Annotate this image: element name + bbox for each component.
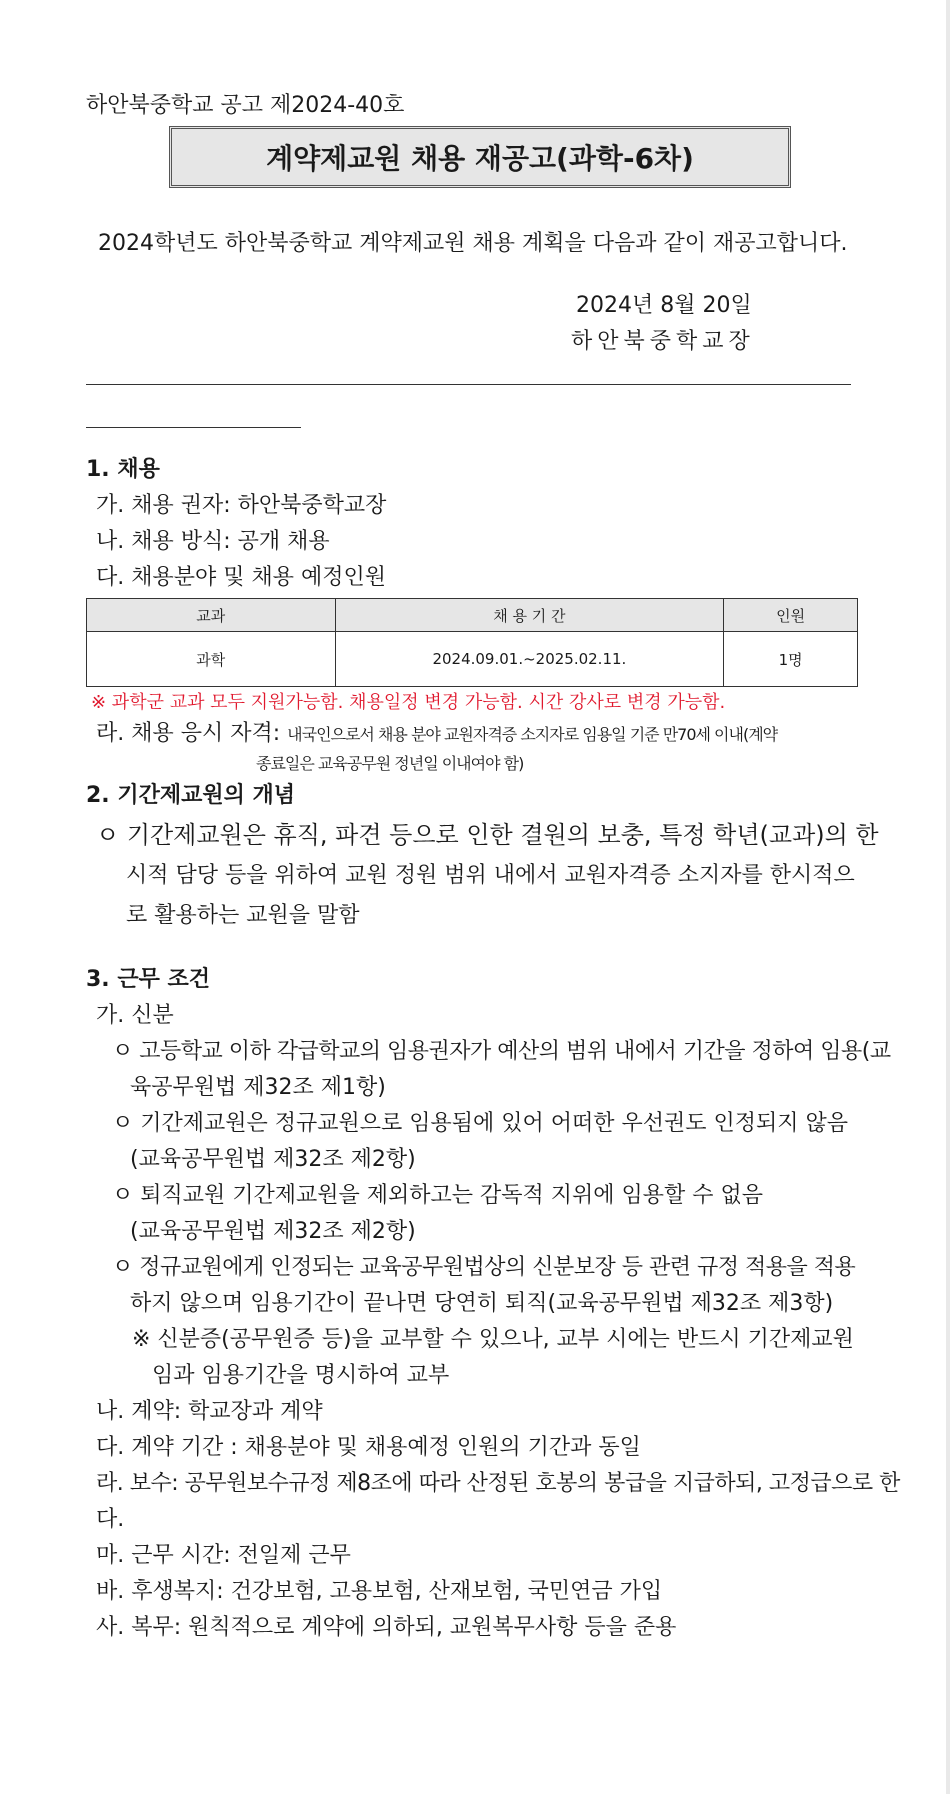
notice-document	[86, 88, 900, 1646]
status-bullet: ㅇ 퇴직교원 기간제교원을 제외하고는 감독적 지위에 임용할 수 없음	[112, 1183, 764, 1208]
status-bullet-continued: (교육공무원법 제32조 제2항)	[130, 1219, 416, 1244]
warning-note: ※ 과학군 교과 모두 지원가능함. 채용일정 변경 가능함. 시간 강사로 변경 가능함.	[91, 692, 726, 713]
recruitment-table	[86, 598, 858, 687]
status-bullet: ㅇ 정규교원에게 인정되는 교육공무원법상의 신분보장 등 관련 규정 적용을 적용	[112, 1255, 856, 1280]
concept-line: 시적 담당 등을 위하여 교원 정원 범위 내에서 교원자격증 소지자를 한시적으	[126, 863, 855, 888]
intro-text: 2024학년도 하안북중학교 계약제교원 채용 계획을 다음과 같이 재공고합니다.	[98, 231, 848, 256]
concept-line: 로 활용하는 교원을 말함	[126, 903, 360, 928]
id-card-note: ※ 신분증(공무원증 등)을 교부할 수 있으나, 교부 시에는 반드시 기간제교원	[132, 1327, 854, 1352]
section3-heading: 3. 근무 조건	[86, 967, 210, 992]
table-header: 인원	[724, 599, 858, 632]
table-header-row	[87, 599, 858, 632]
concept-paragraph	[86, 814, 879, 936]
work-hours-item: 마. 근무 시간: 전일제 근무	[96, 1543, 351, 1568]
hiring-field: 다. 채용분야 및 채용 예정인원	[96, 565, 386, 590]
table-header: 교과	[87, 599, 336, 632]
notice-title: 계약제교원 채용 재공고(과학-6차)	[169, 126, 791, 188]
status-bullet-continued: 하지 않으며 임용기간이 끝나면 당연히 퇴직(교육공무원법 제32조 제3항)	[130, 1291, 834, 1316]
qualification	[86, 719, 866, 750]
notice-number: 하안북중학교 공고 제2024-40호	[86, 93, 405, 118]
status-bullet-continued: (교육공무원법 제32조 제2항)	[130, 1147, 416, 1172]
salary-item-continued: 다.	[96, 1507, 125, 1532]
hiring-authority: 가. 채용 권자: 하안북중학교장	[96, 493, 387, 518]
status-bullet-continued: 육공무원법 제32조 제1항)	[130, 1075, 386, 1100]
qualification-label: 라. 채용 응시 자격:	[96, 721, 288, 746]
section1-heading: 1. 채용	[86, 457, 160, 482]
welfare-item: 바. 후생복지: 건강보험, 고용보험, 산재보험, 국민연금 가입	[96, 1579, 663, 1604]
table-header: 채 용 기 간	[335, 599, 724, 632]
status-bullet: ㅇ 기간제교원은 정규교원으로 임용됨에 있어 어떠한 우선권도 인정되지 않음	[112, 1111, 849, 1136]
page-edge	[946, 0, 950, 1794]
service-item: 사. 복무: 원칙적으로 계약에 의하되, 교원복무사항 등을 준용	[96, 1615, 677, 1640]
divider-line	[86, 384, 851, 385]
contract-item: 나. 계약: 학교장과 계약	[96, 1399, 323, 1424]
concept-line: ㅇ 기간제교원은 휴직, 파견 등으로 인한 결원의 보충, 특정 학년(교과)의 한	[96, 821, 879, 849]
divider-line-short	[86, 427, 301, 428]
status-bullet: ㅇ 고등학교 이하 각급학교의 임용권자가 예산의 범위 내에서 기간을 정하여 임용(교	[112, 1039, 891, 1064]
table-cell-count: 1명	[724, 632, 858, 687]
section2-heading: 2. 기간제교원의 개념	[86, 783, 295, 808]
table-cell-period: 2024.09.01.~2025.02.11.	[335, 632, 724, 687]
signer: 하안북중학교장	[571, 329, 755, 354]
status-item: 가. 신분	[96, 1003, 174, 1028]
contract-period-item: 다. 계약 기간 : 채용분야 및 채용예정 인원의 기간과 동일	[96, 1435, 641, 1460]
hiring-method: 나. 채용 방식: 공개 채용	[96, 529, 330, 554]
notice-date: 2024년 8월 20일	[576, 293, 752, 318]
table-row	[87, 632, 858, 687]
salary-item: 라. 보수: 공무원보수규정 제8조에 따라 산정된 호봉의 봉급을 지급하되, 고정급으로 한	[96, 1471, 900, 1496]
qualification-text: 내국인으로서 채용 분야 교원자격증 소지자로 임용일 기준 만70세 이내(계약	[287, 725, 778, 744]
id-card-note-continued: 임과 임용기간을 명시하여 교부	[152, 1363, 450, 1388]
qualification-text-continued: 종료일은 교육공무원 정년일 이내여야 함)	[256, 754, 524, 773]
table-cell-subject: 과학	[87, 632, 336, 687]
